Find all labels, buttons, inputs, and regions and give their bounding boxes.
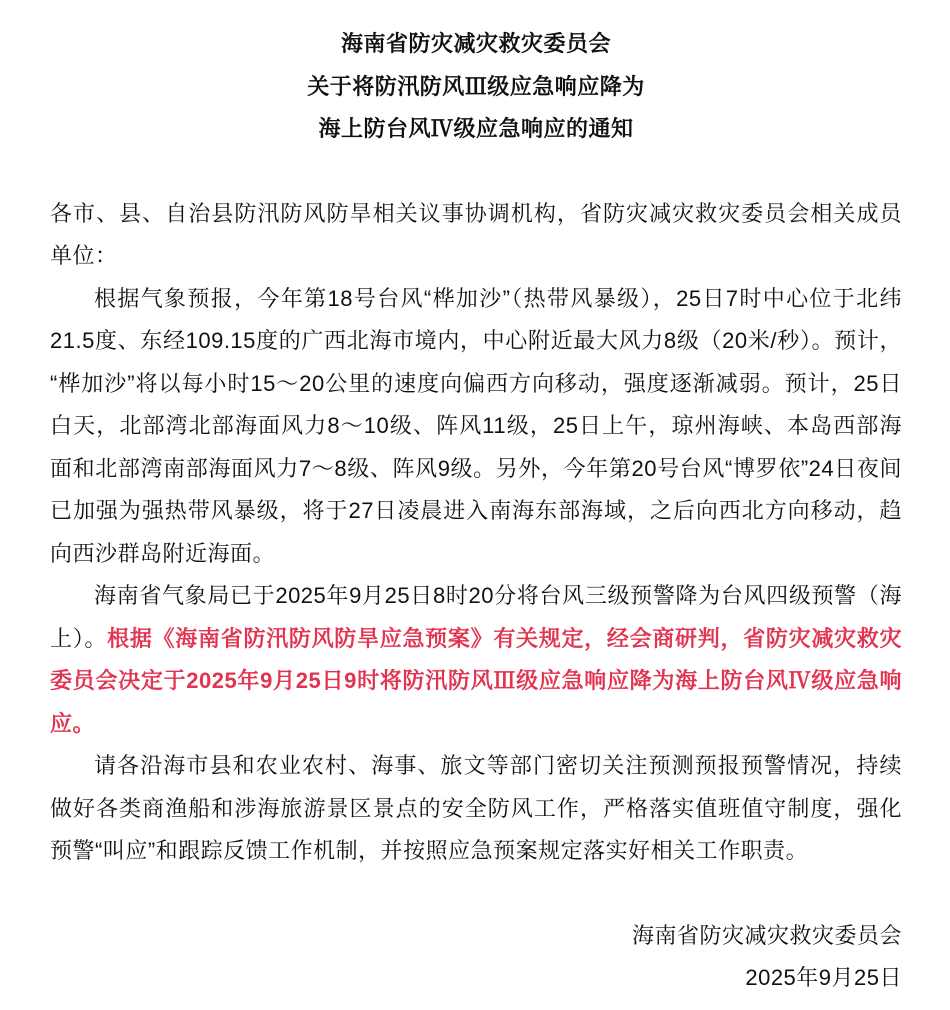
notice-title <box>50 23 902 151</box>
decision-highlight-text: 根据《海南省防汛防风防旱应急预案》有关规定，经会商研判，省防灾减灾救灾委员会决定于2025年9月25日9时将防汛防风Ⅲ级应急响应降为海上防台风Ⅳ级应急响应。 <box>50 625 902 736</box>
work-requirements-text: 请各沿海市县和农业农村、海事、旅文等部门密切关注预测预报预警情况，持续做好各类商渔船和涉海旅游景区景点的安全防风工作，严格落实值班值守制度，强化预警“叫应”和跟踪反馈工作机制，并按照应急预案规定落实好相关工作职责。 <box>50 753 902 863</box>
salutation-text: 各市、县、自治县防汛防风防旱相关议事协调机构，省防灾减灾救灾委员会相关成员单位： <box>50 200 902 268</box>
signature-org: 海南省防灾减灾救灾委员会 <box>631 922 902 948</box>
paragraph-work-requirements <box>50 745 902 873</box>
notice-title-line-1: 海南省防灾减灾救灾委员会 <box>340 31 611 56</box>
paragraph-response-decision <box>50 575 902 745</box>
paragraph-weather-forecast <box>50 278 902 576</box>
notice-title-line-2: 关于将防汛防风Ⅲ级应急响应降为 <box>307 73 645 99</box>
weather-forecast-text: 根据气象预报，今年第18号台风“桦加沙”（热带风暴级），25日7时中心位于北纬21.5度、东经109.15度的广西北海市境内，中心附近最大风力8级（20米/秒）。预计，“桦加沙”将以每小时15～20公里的速度向偏西方向移动，强度逐渐减弱。预计，25日白天，北部湾北部海面风力8～10级、阵风11级，25日上午，琼州海峡、本岛西部海面和北部湾南部海面风力7～8级、阵风9级。另外，今年第20号台风“博罗依”24日夜间已加强为强热带风暴级，将于27日凌晨进入南海东部海域，之后向西北方向移动，趋向西沙群岛附近海面。 <box>50 285 902 566</box>
notice-title-line-3: 海上防台风Ⅳ级应急响应的通知 <box>318 116 634 141</box>
decision-intro-text: 海南省气象局已于2025年9月25日8时20分将台风三级预警降为台风四级预警（海上）。 <box>50 583 902 651</box>
signature-date: 2025年9月25日 <box>745 965 902 990</box>
signature-block <box>50 915 902 1000</box>
salutation <box>50 193 902 278</box>
